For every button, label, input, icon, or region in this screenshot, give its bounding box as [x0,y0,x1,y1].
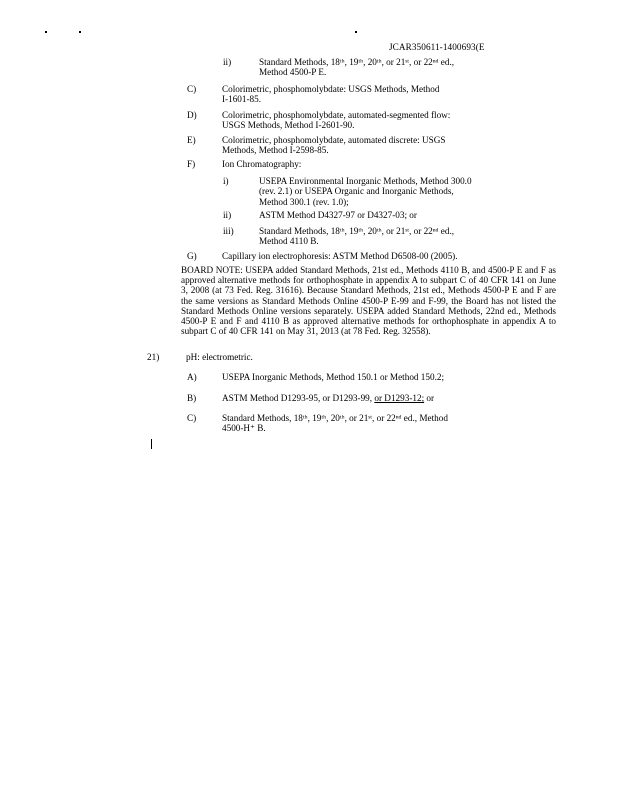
item-text: USEPA Inorganic Methods, Method 150.1 or Method 150.2; [222,372,445,382]
item-mark: B) [187,393,197,403]
section-number: 21) [147,352,160,362]
item-mark: iii) [223,226,234,236]
item-text: Standard Methods, 18ᵗʰ, 19ᵗʰ, 20ᵗʰ, or 21ˢᵗ, or 22ⁿᵈ ed., Method 4500-P E. [259,57,455,78]
item-mark: D) [187,110,197,120]
item-mark: G) [187,251,197,261]
document-id: JCAR350611-1400693(E [389,42,485,52]
item-mark: i) [223,176,229,186]
item-mark: A) [187,372,197,382]
item-text: Colorimetric, phosphomolybdate, automated discrete: USGS Methods, Method I-2598-85. [222,135,446,156]
item-mark: C) [187,413,197,423]
item-mark: ii) [223,210,232,220]
inserted-text: or D1293-12; [374,393,425,403]
item-text [222,393,434,403]
scan-speck [355,31,357,33]
item-text: Ion Chromatography: [222,159,302,169]
scan-speck [45,31,47,33]
item-text: Colorimetric, phosphomolybdate, automated-segmented flow: USGS Methods, Method I-2601-90. [222,110,451,131]
item-text: Colorimetric, phosphomolybdate: USGS Methods, Method I-1601-85. [222,84,440,105]
revision-bar [151,439,152,449]
existing-text: ASTM Method D1293-95, or D1293-99, [222,393,375,403]
item-text: ASTM Method D4327-97 or D4327-03; or [259,210,417,220]
scan-speck [79,31,81,33]
item-text: Standard Methods, 18ᵗʰ, 19ᵗʰ, 20ᵗʰ, or 21ˢᵗ, or 22ⁿᵈ ed., Method 4110 B. [259,226,455,247]
item-mark: F) [187,159,196,169]
item-text: USEPA Environmental Inorganic Methods, Method 300.0 (rev. 2.1) or USEPA Organic and Inorganic Methods, Method 300.1 (rev. 1.0); [259,176,472,207]
item-mark: E) [187,135,196,145]
item-text: Capillary ion electrophoresis: ASTM Method D6508-00 (2005). [222,251,458,261]
board-note: BOARD NOTE: USEPA added Standard Methods, 21st ed., Methods 4110 B, and 4500-P E and F as approved alternative methods for orthophosphate in appendix A to subpart C of 40 CFR 141 on June 3, 2008 (at 73 Fed. Reg. 31616). Because Standard Methods, 21st ed., Methods 4500-P E and F are the same versions as Standard Methods Online 4500-P E-99 and F-99, the Board has not listed the Standard Methods Online versions separately. USEPA added Standard Methods, 22nd ed., Methods 4500-P E and F and 4110 B as approved alternative methods for orthophosphate in appendix A to subpart C of 40 CFR 141 on May 31, 2013 (at 78 Fed. Reg. 32558). [181,265,556,337]
item-mark: ii) [223,57,232,67]
item-text: Standard Methods, 18ᵗʰ, 19ᵗʰ, 20ᵗʰ, or 21ˢᵗ, or 22ⁿᵈ ed., Method 4500-H⁺ B. [222,413,448,434]
section-title: pH: electrometric. [186,352,253,362]
item-mark: C) [187,84,197,94]
existing-text: or [424,393,435,403]
